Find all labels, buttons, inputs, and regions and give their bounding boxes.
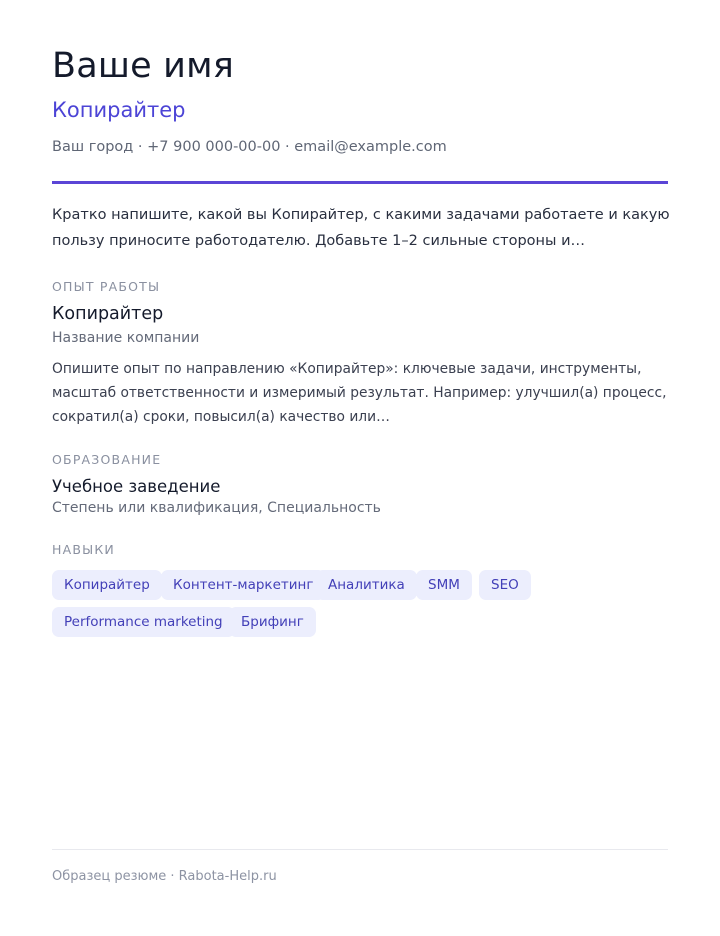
- job-description: Опишите опыт по направлению «Копирайтер»: ключевые задачи, инструменты, масштаб ответственности и измеримый результат. Например: улучшил(а) процесс, сократил(а) сроки, повысил(а) качество или…: [52, 361, 667, 425]
- footer-divider: [52, 849, 668, 850]
- skill-tag-performance-marketing: Performance marketing: [52, 607, 235, 637]
- job-title: Копирайтер: [52, 304, 164, 324]
- education-section-title: ОБРАЗОВАНИЕ: [52, 452, 162, 467]
- skill-tag-smm: SMM: [416, 570, 472, 600]
- contact-line: Ваш город · +7 900 000-00-00 · email@example.com: [52, 139, 447, 155]
- header-divider: [52, 181, 668, 184]
- company-name: Название компании: [52, 330, 200, 346]
- skill-tag-content-marketing: Контент-маркетинг: [161, 570, 325, 600]
- experience-section-title: ОПЫТ РАБОТЫ: [52, 279, 161, 294]
- candidate-name: Ваше имя: [52, 46, 234, 86]
- skill-tag-briefing: Брифинг: [229, 607, 316, 637]
- skill-tag-copywriter: Копирайтер: [52, 570, 162, 600]
- education-degree: Степень или квалификация, Специальность: [52, 500, 381, 516]
- education-institution: Учебное заведение: [52, 477, 221, 496]
- summary-text: Кратко напишите, какой вы Копирайтер, с какими задачами работаете и какую пользу приносите работодателю. Добавьте 1–2 сильные стороны и…: [52, 207, 670, 249]
- skill-tag-seo: SEO: [479, 570, 531, 600]
- footer-text: Образец резюме · Rabota-Help.ru: [52, 869, 277, 884]
- skills-section-title: НАВЫКИ: [52, 542, 115, 557]
- candidate-role: Копирайтер: [52, 98, 186, 122]
- skill-tag-analytics: Аналитика: [316, 570, 417, 600]
